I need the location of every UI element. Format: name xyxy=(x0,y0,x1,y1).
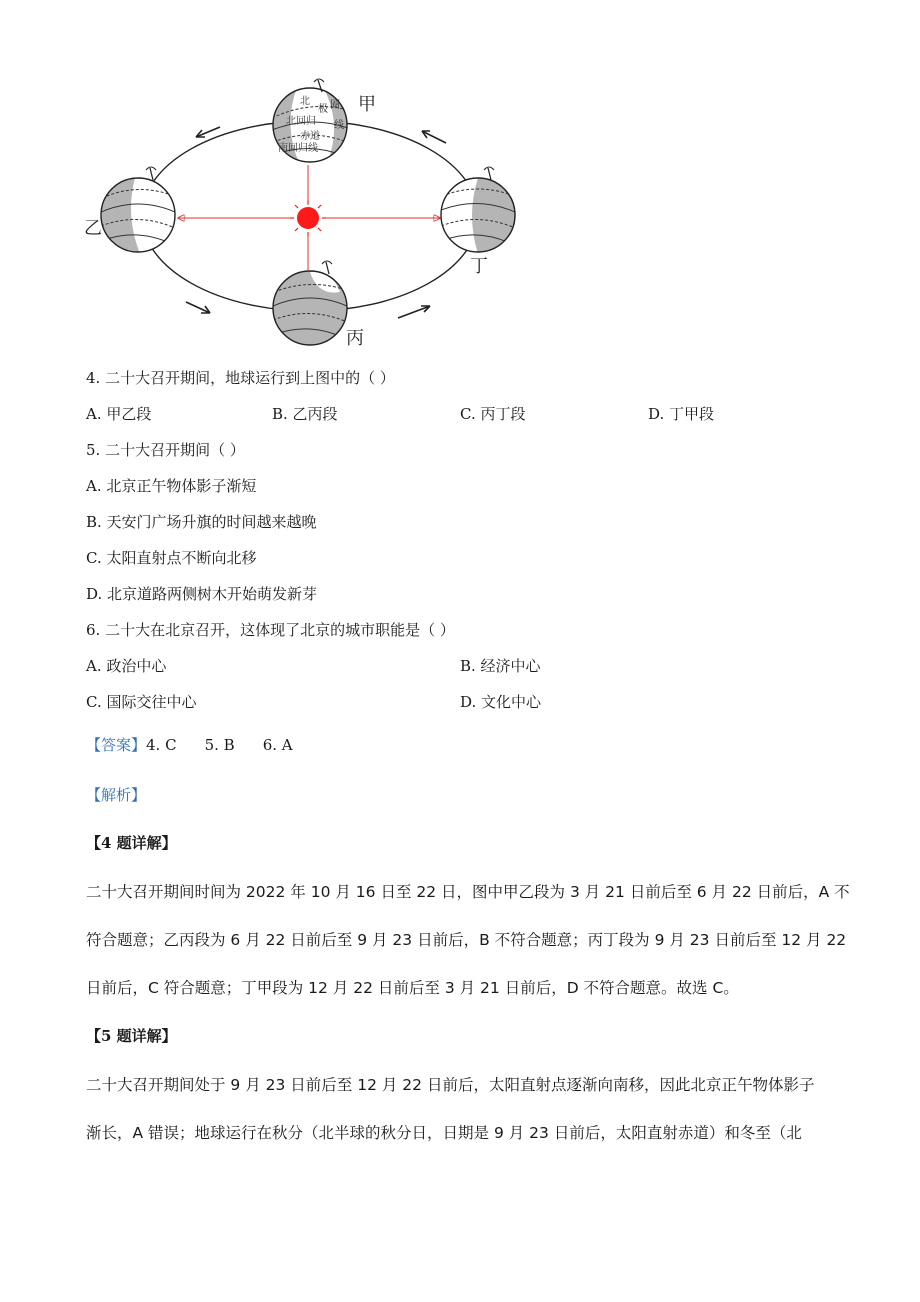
detail5-line-1: 二十大召开期间处于 9 月 23 日前后至 12 月 22 日前后，太阳直射点逐渐向南移，因此北京正午物体影子 xyxy=(86,1076,815,1094)
answer-line xyxy=(86,735,293,755)
answer-6: 6. A xyxy=(262,736,293,754)
q4-option-d: D. 丁甲段 xyxy=(648,405,715,423)
q5-option-d: D. 北京道路两侧树木开始萌发新芽 xyxy=(86,585,318,603)
detail4-title: 【4 题详解】 xyxy=(86,834,177,852)
q5-option-a: A. 北京正午物体影子渐短 xyxy=(86,477,257,495)
analysis-tag: 【解析】 xyxy=(86,786,147,804)
q4-option-c: C. 丙丁段 xyxy=(460,405,526,423)
earth-orbit-diagram xyxy=(0,0,920,360)
svg-text:赤道: 赤道 xyxy=(300,131,320,142)
q4-option-a: A. 甲乙段 xyxy=(86,405,152,423)
svg-text:圈: 圈 xyxy=(330,100,340,111)
globe-jia xyxy=(270,79,350,165)
q5-stem: 5. 二十大召开期间（ ） xyxy=(86,441,245,459)
q5-option-b: B. 天安门广场升旗的时间越来越晚 xyxy=(86,513,317,531)
label-jia: 甲 xyxy=(358,94,376,115)
detail4-line-3: 日前后，C 符合题意；丁甲段为 12 月 22 日前后至 3 月 21 日前后，D 不符合题意。故选 C。 xyxy=(86,979,739,997)
q6-option-a: A. 政治中心 xyxy=(86,657,167,675)
q4-stem: 4. 二十大召开期间，地球运行到上图中的（ ） xyxy=(86,369,395,387)
svg-text:北: 北 xyxy=(300,96,310,107)
q6-stem: 6. 二十大在北京召开，这体现了北京的城市职能是（ ） xyxy=(86,621,455,639)
svg-text:极: 极 xyxy=(318,104,328,115)
detail4-line-2: 符合题意；乙丙段为 6 月 22 日前后至 9 月 23 日前后，B 不符合题意；丙丁段为 9 月 23 日前后至 12 月 22 xyxy=(86,931,847,949)
label-yi: 乙 xyxy=(84,218,102,239)
answer-4: 4. C xyxy=(146,736,177,754)
globe-bing xyxy=(272,261,348,346)
label-bing: 丙 xyxy=(346,328,364,349)
detail5-line-2: 渐长，A 错误；地球运行在秋分（北半球的秋分日，日期是 9 月 23 日前后，太阳直射赤道）和冬至（北 xyxy=(86,1124,802,1142)
q5-option-c: C. 太阳直射点不断向北移 xyxy=(86,549,257,567)
detail5-title: 【5 题详解】 xyxy=(86,1027,177,1045)
svg-text:南回归线: 南回归线 xyxy=(278,143,318,154)
orbit-arrow-bottom-right xyxy=(398,306,430,318)
label-ding: 丁 xyxy=(470,256,488,277)
svg-text:北回归: 北回归 xyxy=(286,116,316,127)
q6-option-c: C. 国际交往中心 xyxy=(86,693,197,711)
globe-ding xyxy=(440,167,516,254)
q6-option-b: B. 经济中心 xyxy=(460,657,541,675)
detail4-line-1: 二十大召开期间时间为 2022 年 10 月 16 日至 22 日，图中甲乙段为 3 月 21 日前后至 6 月 22 日前后，A 不 xyxy=(86,883,850,901)
answer-5: 5. B xyxy=(204,736,235,754)
q6-option-d: D. 文化中心 xyxy=(460,693,542,711)
sun-icon xyxy=(290,200,326,236)
answer-tag: 【答案】 xyxy=(86,736,147,754)
svg-text:线: 线 xyxy=(334,120,344,131)
globe-yi xyxy=(100,167,176,254)
q4-option-b: B. 乙丙段 xyxy=(272,405,338,423)
